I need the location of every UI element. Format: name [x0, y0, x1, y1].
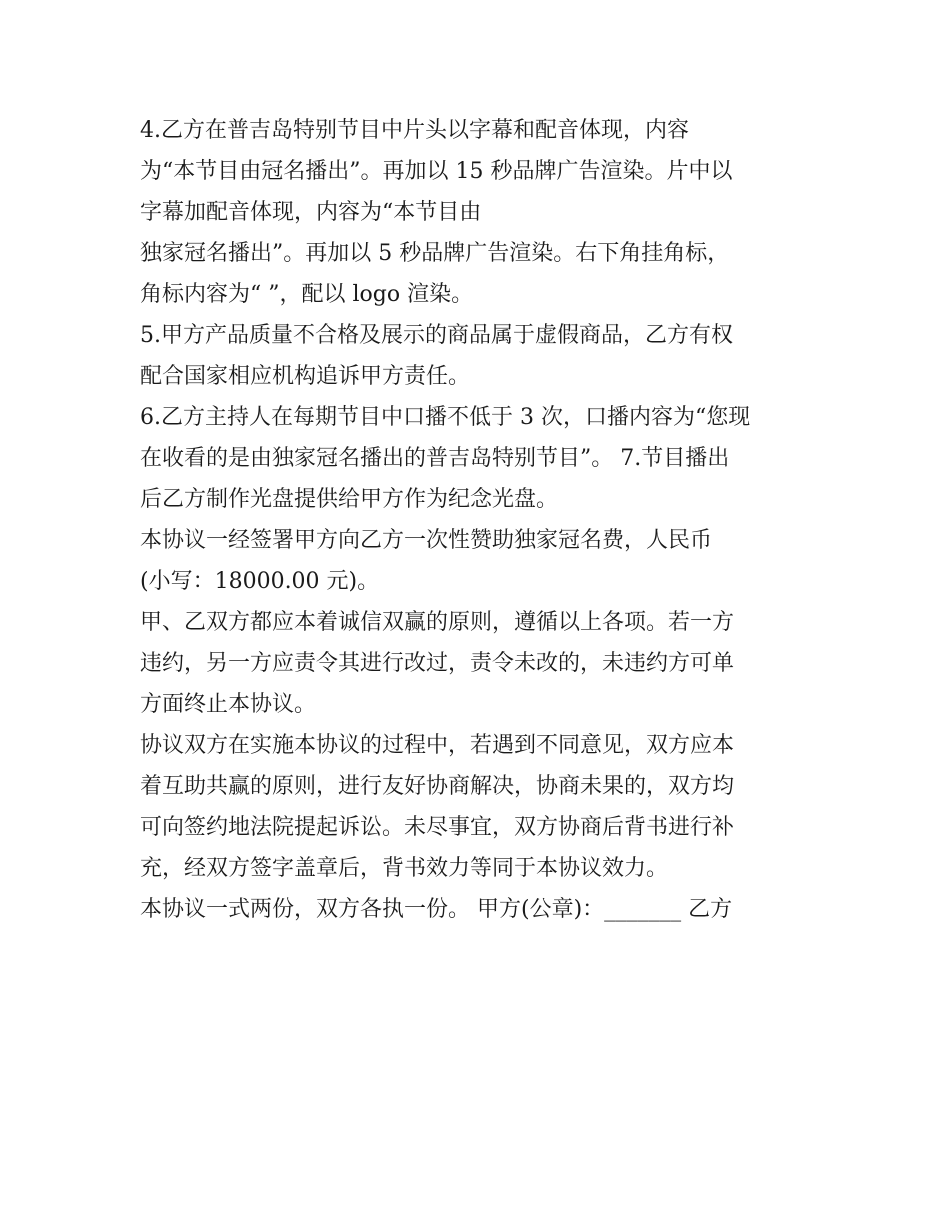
clause-4-line-3: 字幕加配音体现，内容为“本节目由	[140, 200, 482, 225]
dispute-clause-line-1: 协议双方在实施本协议的过程中，若遇到不同意见，双方应本	[140, 733, 735, 758]
breach-clause-line-2: 违约，另一方应责令其进行改过，责令未改的，未违约方可单	[140, 651, 735, 676]
clause-5-line-2: 配合国家相应机构追诉甲方责任。	[140, 364, 471, 389]
clause-4-line-4: 独家冠名播出”。再加以 5 秒品牌广告渲染。右下角挂角标，	[140, 241, 730, 266]
sponsorship-fee-line-2: (小写：18000.00 元)。	[140, 569, 380, 594]
dispute-clause-line-3: 可向签约地法院提起诉讼。未尽事宜，双方协商后背书进行补	[140, 815, 735, 840]
clause-6-line-1: 6.乙方主持人在每期节目中口播不低于 3 次，口播内容为“您现	[140, 405, 751, 430]
clause-4-line-2: 为“本节目由冠名播出”。再加以 15 秒品牌广告渲染。片中以	[140, 159, 733, 184]
dispute-clause-line-4: 充，经双方签字盖章后，背书效力等同于本协议效力。	[140, 856, 669, 881]
signature-line: 本协议一式两份，双方各执一份。 甲方(公章)：_______ 乙方	[140, 897, 733, 922]
breach-clause-line-3: 方面终止本协议。	[140, 692, 317, 717]
dispute-clause-line-2: 着互助共赢的原则，进行友好协商解决，协商未果的，双方均	[140, 774, 735, 799]
clause-7-line-2: 后乙方制作光盘提供给甲方作为纪念光盘。	[140, 487, 559, 512]
document-body	[140, 110, 820, 930]
clause-4-line-5: 角标内容为“ ”，配以 logo 渲染。	[140, 282, 474, 307]
sponsorship-fee-line-1: 本协议一经签署甲方向乙方一次性赞助独家冠名费，人民币	[140, 528, 713, 553]
clause-6-7-line-2: 在收看的是由独家冠名播出的普吉岛特别节目”。 7.节目播出	[140, 446, 730, 471]
clause-5-line-1: 5.甲方产品质量不合格及展示的商品属于虚假商品，乙方有权	[140, 323, 733, 348]
clause-4-line-1: 4.乙方在普吉岛特别节目中片头以字幕和配音体现，内容	[140, 118, 689, 143]
breach-clause-line-1: 甲、乙双方都应本着诚信双赢的原则，遵循以上各项。若一方	[140, 610, 735, 635]
